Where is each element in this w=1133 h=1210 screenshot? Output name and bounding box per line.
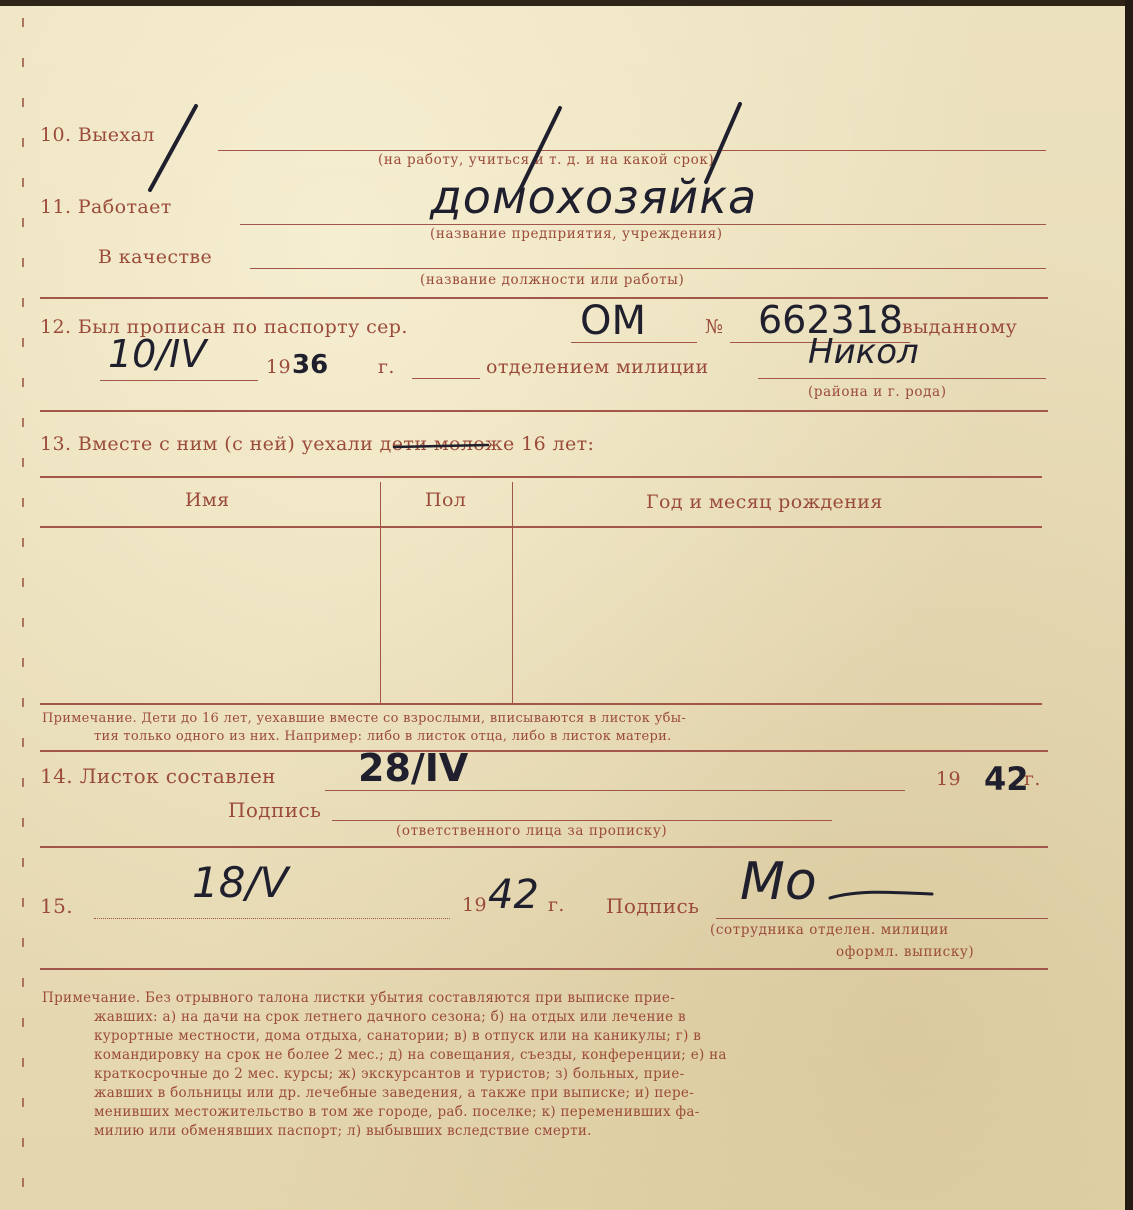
field10-label: 10. Выехал bbox=[40, 124, 155, 146]
perforation-tick bbox=[22, 578, 24, 587]
field15-signature-handwritten: Мо bbox=[740, 852, 817, 912]
field12-issued-by-line bbox=[758, 378, 1046, 379]
separator-14-15 bbox=[40, 846, 1048, 848]
perforation-tick bbox=[22, 298, 24, 307]
perforation-tick bbox=[22, 1018, 24, 1027]
table-header-sex: Пол bbox=[425, 489, 467, 511]
field11-position-label: В качестве bbox=[98, 246, 213, 268]
perforation-tick bbox=[22, 338, 24, 347]
field12-number-sign: № bbox=[705, 316, 724, 338]
field11-position-hint: (название должности или работы) bbox=[420, 272, 685, 288]
perforation-tick bbox=[22, 18, 24, 27]
field14-label: 14. Листок составлен bbox=[40, 764, 276, 788]
perforation-tick bbox=[22, 538, 24, 547]
field14-signature-line bbox=[332, 820, 832, 821]
field12-date-handwritten: 10/IV bbox=[108, 332, 207, 376]
perforation-tick bbox=[22, 858, 24, 867]
field11-position-line bbox=[250, 268, 1046, 269]
field12-year-g: г. bbox=[378, 356, 395, 378]
footnote-line-8: милию или обменявших паспорт; л) выбывших вследствие смерти. bbox=[94, 1123, 592, 1139]
separator-12-13 bbox=[40, 410, 1048, 412]
footnote-line-2: жавших: а) на дачи на срок летнего дачного сезона; б) на отдых или лечение в bbox=[94, 1009, 686, 1025]
perforation-tick bbox=[22, 618, 24, 627]
perforation-tick bbox=[22, 738, 24, 747]
field12-label-start: 12. Был прописан по паспорту сер. bbox=[40, 316, 408, 338]
perforation-tick bbox=[22, 978, 24, 987]
field15-signature-line bbox=[716, 918, 1048, 919]
field15-date-handwritten: 18/V bbox=[192, 858, 289, 907]
perforation-tick bbox=[22, 898, 24, 907]
table-top-border bbox=[40, 476, 1042, 478]
footnote-line-1: Примечание. Без отрывного талона листки убытия составляются при выписке прие- bbox=[42, 990, 676, 1006]
field15-year-handwritten: 42 bbox=[488, 872, 539, 918]
footnote-line-5: краткосрочные до 2 мес. курсы; ж) экскурсантов и туристов; з) больных, прие- bbox=[94, 1066, 685, 1082]
footnote-line-7: менивших местожительство в том же городе, раб. поселке; к) переменивших фа- bbox=[94, 1104, 700, 1120]
field12-date-line bbox=[100, 380, 258, 381]
table-header-border bbox=[40, 526, 1042, 528]
perforation-tick bbox=[22, 178, 24, 187]
field12-blank-line bbox=[412, 378, 480, 379]
field14-year-prefix: 19 bbox=[936, 768, 961, 790]
field15-year-prefix: 19 bbox=[462, 894, 487, 916]
field14-signature-label: Подпись bbox=[228, 798, 322, 822]
field15-date-line bbox=[94, 918, 450, 919]
perforation-tick bbox=[22, 658, 24, 667]
perforation-tick bbox=[22, 938, 24, 947]
field15-signature-flourish bbox=[828, 880, 938, 910]
perforation-tick bbox=[22, 1098, 24, 1107]
field13-strikethrough bbox=[392, 436, 492, 456]
field14-date-line bbox=[325, 790, 905, 791]
table-bottom-border bbox=[40, 703, 1042, 705]
perforation-tick bbox=[22, 378, 24, 387]
field12-series-handwritten: ОМ bbox=[580, 298, 646, 344]
field12-issued-by-handwritten: Никол bbox=[808, 332, 919, 372]
perforation-tick bbox=[22, 138, 24, 147]
field10-hint: (на работу, учиться и т. д. и на какой срок) bbox=[378, 152, 715, 168]
field11-occupation-handwritten: домохозяйка bbox=[430, 170, 758, 224]
table-divider-2 bbox=[512, 482, 513, 704]
field12-issued-by-hint: (района и г. рода) bbox=[808, 384, 947, 400]
scan-edge-top bbox=[0, 0, 1133, 6]
perforation-tick bbox=[22, 778, 24, 787]
perforation-tick bbox=[22, 98, 24, 107]
table-header-name: Имя bbox=[185, 489, 230, 511]
field13-note-line2: тия только одного из них. Например: либо в листок отца, либо в листок матери. bbox=[94, 729, 672, 744]
field13-label: 13. Вместе с ним (с ней) уехали дети моложе 16 лет: bbox=[40, 433, 595, 455]
perforation-tick bbox=[22, 218, 24, 227]
perforation-line bbox=[22, 0, 28, 1210]
perforation-tick bbox=[22, 258, 24, 267]
field12-issued-by-label: отделением милиции bbox=[486, 356, 709, 378]
field15-signature-hint-line2: оформл. выписку) bbox=[836, 944, 975, 960]
perforation-tick bbox=[22, 58, 24, 67]
field12-year-handwritten: 36 bbox=[292, 350, 329, 380]
field13-note-line1: Примечание. Дети до 16 лет, уехавшие вместе со взрослыми, вписываются в листок убы- bbox=[42, 711, 687, 726]
table-divider-1 bbox=[380, 482, 381, 704]
perforation-tick bbox=[22, 818, 24, 827]
field15-label: 15. bbox=[40, 894, 74, 918]
perforation-tick bbox=[22, 1138, 24, 1147]
table-header-birth: Год и месяц рождения bbox=[646, 491, 883, 513]
field15-signature-hint-line1: (сотрудника отделен. милиции bbox=[710, 922, 949, 938]
perforation-tick bbox=[22, 418, 24, 427]
field15-signature-label: Подпись bbox=[606, 894, 700, 918]
perforation-tick bbox=[22, 458, 24, 467]
perforation-tick bbox=[22, 1058, 24, 1067]
separator-15-footnote bbox=[40, 968, 1048, 970]
field14-date-handwritten: 28/IV bbox=[358, 746, 469, 790]
field11-label: 11. Работает bbox=[40, 196, 172, 218]
field11-hint: (название предприятия, учреждения) bbox=[430, 226, 723, 242]
field12-number-handwritten: 662318 bbox=[758, 298, 904, 342]
scan-edge-right bbox=[1125, 0, 1133, 1210]
field14-signature-hint: (ответственного лица за прописку) bbox=[396, 823, 668, 839]
field14-year-handwritten: 42 bbox=[984, 760, 1029, 798]
perforation-tick bbox=[22, 1178, 24, 1187]
field12-year-prefix: 19 bbox=[266, 356, 291, 378]
footnote-line-4: командировку на срок не более 2 мес.; д) на совещания, съезды, конференции; е) на bbox=[94, 1047, 727, 1063]
footnote-line-6: жавших в больницы или др. лечебные заведения, а также при выписке; и) пере- bbox=[94, 1085, 695, 1101]
field11-line bbox=[240, 224, 1046, 225]
field14-year-g: г. bbox=[1024, 768, 1041, 790]
footnote-line-3: курортные местности, дома отдыха, санатории; в) в отпуск или на каникулы; г) в bbox=[94, 1028, 702, 1044]
field15-year-g: г. bbox=[548, 894, 565, 916]
perforation-tick bbox=[22, 498, 24, 507]
perforation-tick bbox=[22, 698, 24, 707]
field12-label-end: выданному bbox=[902, 316, 1018, 338]
separator-13-14 bbox=[40, 750, 1048, 752]
